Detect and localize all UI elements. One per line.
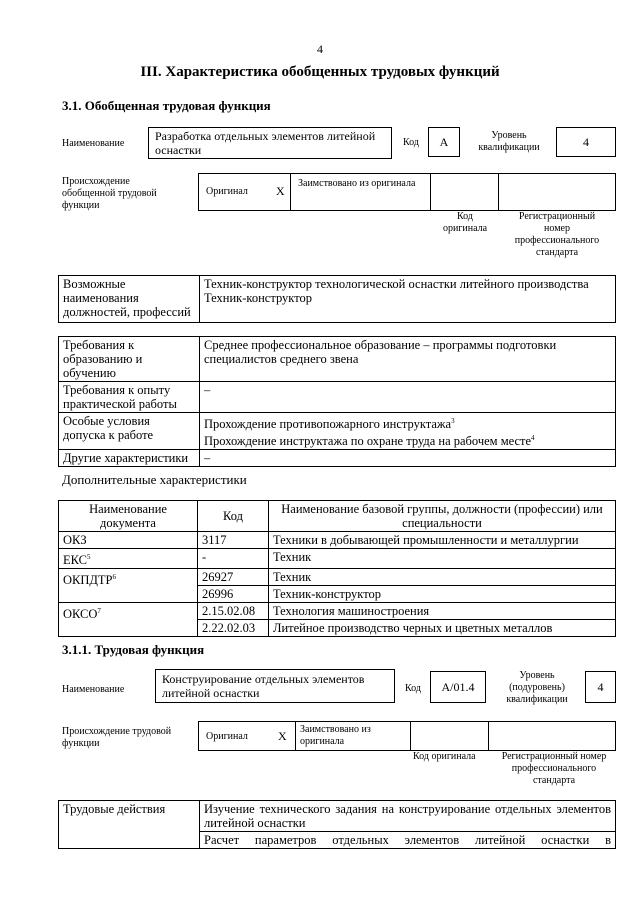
footnote-ref: 5 <box>87 553 91 561</box>
column-header: Код <box>198 501 269 532</box>
tf-name-label: Наименование <box>62 684 125 695</box>
name-cell: Техник <box>269 569 616 586</box>
requirement-value <box>200 413 616 450</box>
name-cell: Техник-конструктор <box>269 586 616 603</box>
gtf-original-mark: X <box>276 184 285 198</box>
tf-original-mark: X <box>278 729 287 743</box>
tf-original-label: Оригинал <box>206 731 248 742</box>
table-row <box>59 532 616 549</box>
table-row <box>59 413 616 450</box>
additional-table <box>58 500 616 637</box>
gtf-original-label: Оригинал <box>206 186 248 197</box>
code-cell: 26996 <box>198 586 269 603</box>
doc-cell: ОКЗ <box>59 532 198 549</box>
tf-level-field: 4 <box>585 671 616 703</box>
list-item: Изучение технического задания на конструирование отдельных элементов литейной оснастки <box>200 801 616 832</box>
tf-origin-label: Происхождение трудовой функции <box>62 726 172 749</box>
tf-code-field: A/01.4 <box>430 671 486 703</box>
gtf-name-field: Разработка отдельных элементов литейной оснастки <box>148 127 392 159</box>
gtf-level-label: Уровень квалификации <box>478 130 540 153</box>
list-item: Прохождение противопожарного инструктажа <box>204 417 452 432</box>
name-cell: Литейное производство черных и цветных металлов <box>269 620 616 637</box>
code-cell: - <box>198 549 269 569</box>
tf-origin-table <box>198 721 616 751</box>
column-header: Наименование базовой группы, должности (профессии) или специальности <box>269 501 616 532</box>
requirement-label: Требования к образованию и обучению <box>59 337 200 382</box>
table-row <box>59 450 616 467</box>
list-item: Техник-конструктор технологической оснастки литейного производства <box>204 277 589 291</box>
footnote-ref: 6 <box>112 573 117 582</box>
doc-cell: ЕКС$^5$ <box>59 549 198 569</box>
code-cell: 2.22.02.03 <box>198 620 269 637</box>
actions-label: Трудовые действия <box>59 801 200 849</box>
name-cell: Техники в добывающей промышленности и металлургии <box>269 532 616 549</box>
table-row <box>59 337 616 382</box>
list-item: Расчет параметров отдельных элементов литейной оснастки в <box>200 832 616 849</box>
page-number: 4 <box>317 42 323 56</box>
requirements-table <box>58 336 616 467</box>
tf-level-label: Уровень (подуровень) квалификации <box>506 670 568 705</box>
positions-table <box>58 275 616 323</box>
code-cell: 3117 <box>198 532 269 549</box>
positions-value <box>200 276 616 323</box>
gtf-level-field: 4 <box>556 127 616 157</box>
requirement-value: – <box>200 382 616 413</box>
gtf-code-label: Код <box>403 137 419 148</box>
doc-cell: ОКПДТР$^6$ <box>59 569 198 603</box>
actions-table <box>58 800 616 849</box>
table-row <box>59 501 616 532</box>
gtf-code-original-caption: Код оригинала <box>442 211 488 234</box>
gtf-origin-label: Происхождение обобщенной трудовой функции <box>62 176 157 211</box>
footnote-ref: 3 <box>451 417 455 425</box>
additional-heading: Дополнительные характеристики <box>62 472 247 487</box>
tf-code-label: Код <box>405 683 421 694</box>
footnote-ref: 7 <box>97 607 101 616</box>
table-row <box>59 801 616 832</box>
code-cell: 2.15.02.08 <box>198 603 269 620</box>
requirement-label: Требования к опыту практической работы <box>59 382 200 413</box>
tf-reg-number-caption: Регистрационный номер профессионального стандарта <box>501 751 607 786</box>
column-header: Наименование документа <box>59 501 198 532</box>
requirement-label: Особые условия допуска к работе <box>59 413 200 450</box>
footnote-ref: 4 <box>531 434 535 443</box>
table-row <box>59 276 616 323</box>
code-cell: 26927 <box>198 569 269 586</box>
requirement-label: Другие характеристики <box>59 450 200 467</box>
gtf-reg-number-caption: Регистрационный номер профессионального стандарта <box>514 211 600 258</box>
tf-borrowed-label: Заимствовано из оригинала <box>300 724 371 747</box>
table-row <box>59 569 616 586</box>
gtf-name-label: Наименование <box>62 138 125 149</box>
doc-cell: ОКСО$^7$ <box>59 603 198 637</box>
positions-label: Возможные наименования должностей, профессий <box>59 276 200 323</box>
name-cell: Технология машиностроения <box>269 603 616 620</box>
table-row <box>59 549 616 569</box>
tf-heading: 3.1.1. Трудовая функция <box>62 642 205 657</box>
table-row <box>59 603 616 620</box>
requirement-value: Среднее профессиональное образование – программы подготовки специалистов среднего звена <box>200 337 616 382</box>
section-title: III. Характеристика обобщенных трудовых функций <box>140 64 500 80</box>
tf-code-original-caption: Код оригинала <box>413 751 476 762</box>
table-row <box>59 382 616 413</box>
tf-name-field: Конструирование отдельных элементов литейной оснастки <box>155 669 395 703</box>
name-cell: Техник <box>269 549 616 569</box>
gtf-borrowed-label: Заимствовано из оригинала <box>298 178 416 189</box>
gtf-heading: 3.1. Обобщенная трудовая функция <box>62 98 271 113</box>
list-item: Прохождение инструктажа по охране труда на рабочем месте <box>204 434 532 449</box>
gtf-code-field: A <box>428 127 460 157</box>
list-item: Техник-конструктор <box>204 291 312 305</box>
requirement-value: – <box>200 450 616 467</box>
